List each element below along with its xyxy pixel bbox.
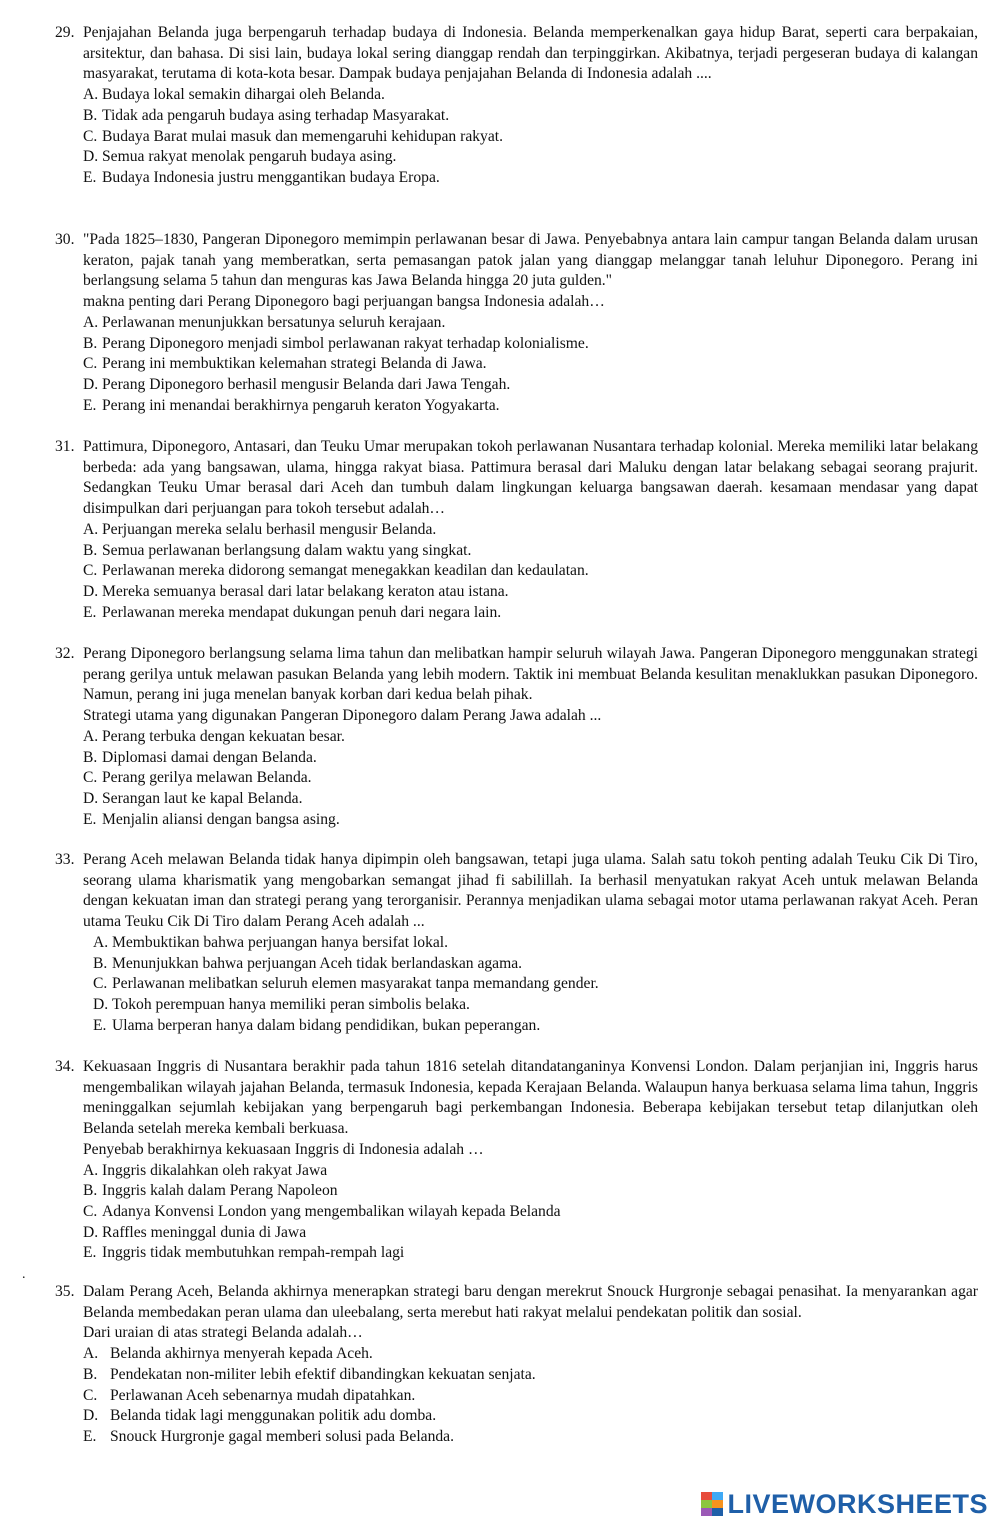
option-c[interactable]: C. Perang ini membuktikan kelemahan strategi Belanda di Jawa. (83, 355, 487, 373)
option-b[interactable]: B. Diplomasi damai dengan Belanda. (83, 748, 317, 766)
question-stem (83, 1282, 978, 1323)
option-e[interactable]: E. Perlawanan mereka mendapat dukungan penuh dari negara lain. (83, 603, 502, 621)
option-d[interactable]: D. Semua rakyat menolak pengaruh budaya asing. (83, 148, 397, 166)
option-e[interactable]: E. Inggris tidak membutuhkan rempah-rempah lagi (83, 1244, 405, 1262)
stem-paragraph: Perang Diponegoro berlangsung selama lima tahun dan melibatkan hampir seluruh wilayah Jawa. Pangeran Diponegoro menggunakan strategi perang gerilya untuk melawan pasukan Belanda yang lebih modern. Taktik ini membuat Belanda kesulitan menaklukkan pasukan Diponegoro. Namun, perang ini juga menelan banyak korban dari kedua belah pihak. (83, 645, 978, 704)
stray-mark: . (22, 1267, 26, 1282)
stem-paragraph: Pattimura, Diponegoro, Antasari, dan Teuku Umar merupakan tokoh perlawanan Nusantara terhadap kolonial. Mereka memiliki latar belakang berbeda: ada yang bangsawan, ulama, hingga rakyat biasa. Pattimura berasal dari Maluku dengan latar belakang sebagai seorang prajurit. Sedangkan Teuku Umar berasal dari Aceh dan tumbuh dalam lingkungan keluarga bangsawan daerah. kesamaan mendasar yang dapat disimpulkan dari perjuangan para tokoh tersebut adalah… (83, 438, 978, 518)
option-a[interactable]: A. Membuktikan bahwa perjuangan hanya bersifat lokal. (93, 933, 449, 951)
option-b[interactable]: B. Pendekatan non-militer lebih efektif dibandingkan kekuatan senjata. (83, 1365, 536, 1383)
question-stem (83, 23, 978, 85)
option-e[interactable]: E. Menjalin aliansi dengan bangsa asing. (83, 810, 340, 828)
option-b[interactable]: B. Inggris kalah dalam Perang Napoleon (83, 1182, 338, 1200)
question-33 (55, 850, 978, 1036)
option-d[interactable]: D. Raffles meninggal dunia di Jawa (83, 1223, 307, 1241)
question-prompt: Dari uraian di atas strategi Belanda adalah… (83, 1324, 363, 1342)
option-a[interactable]: A. Perlawanan menunjukkan bersatunya seluruh kerajaan. (83, 313, 446, 331)
options-list (83, 727, 978, 831)
option-e[interactable]: E. Ulama berperan hanya dalam bidang pendidikan, bukan peperangan. (93, 1016, 541, 1034)
question-35 (55, 1282, 978, 1448)
question-32 (55, 644, 978, 830)
option-c[interactable]: C. Perlawanan Aceh sebenarnya mudah dipatahkan. (83, 1386, 416, 1404)
option-b[interactable]: B. Semua perlawanan berlangsung dalam waktu yang singkat. (83, 541, 472, 559)
logo-tile (701, 1500, 712, 1508)
option-c[interactable]: C. Perlawanan mereka didorong semangat menegakkan keadilan dan kedaulatan. (83, 562, 589, 580)
stem-paragraph: "Pada 1825–1830, Pangeran Diponegoro memimpin perlawanan besar di Jawa. Penyebabnya antara lain campur tangan Belanda dalam urusan keraton, pajak tanah yang memberatkan, serta pemasangan patok jalan yang dianggap melanggar tanah leluhur Diponegoro. Perang ini berlangsung selama 5 tahun dan menguras kas Jawa Belanda hingga 20 juta gulden." (83, 231, 978, 290)
question-stem (83, 644, 978, 706)
question-stem (83, 230, 978, 292)
liveworksheets-logo (701, 1486, 988, 1522)
question-prompt: Strategi utama yang digunakan Pangeran Diponegoro dalam Perang Jawa adalah ... (83, 707, 602, 725)
question-stem (83, 437, 978, 520)
question-stem (83, 850, 978, 933)
options-list (83, 520, 978, 624)
question-prompt: Penyebab berakhirnya kekuasaan Inggris di Indonesia adalah … (83, 1140, 484, 1158)
stem-paragraph: Dalam Perang Aceh, Belanda akhirnya menerapkan strategi baru dengan merekrut Snouck Hurgronje sebagai penasihat. Ia menyarankan agar Belanda membedakan peran ulama dan uleebalang, serta merebut hati rakyat melalui pendekatan politik dan sosial. (83, 1283, 978, 1321)
stem-paragraph: Kekuasaan Inggris di Nusantara berakhir pada tahun 1816 setelah ditandatanganinya Konvensi London. Dalam perjanjian ini, Inggris harus mengembalikan wilayah jajahan Belanda, termasuk Indonesia, kepada Kerajaan Belanda. Walaupun hanya berkuasa selama lima tahun, Inggris meninggalkan sejumlah kebijakan yang berpengaruh bagi perkembangan Indonesia. Beberapa kebijakan tersebut tetap dilanjutkan oleh Belanda setelah mereka kembali berkuasa. (83, 1058, 978, 1138)
stem-paragraph: Penjajahan Belanda juga berpengaruh terhadap budaya di Indonesia. Belanda memperkenalkan gaya hidup Barat, seperti cara berpakaian, arsitektur, dan bahasa. Di sisi lain, budaya lokal sering dianggap rendah dan terpinggirkan. Akibatnya, terjadi pergeseran budaya di kalangan masyarakat, terutama di kota-kota besar. Dampak budaya penjajahan Belanda di Indonesia adalah .... (83, 24, 978, 83)
stem-paragraph: Perang Aceh melawan Belanda tidak hanya dipimpin oleh bangsawan, tetapi juga ulama. Salah satu tokoh penting adalah Teuku Cik Di Tiro, seorang ulama kharismatik yang mengobarkan semangat jihad fi sabilillah. Ia berhasil menyatukan rakyat Aceh untuk melawan Belanda dengan kekuatan iman dan strategi perang yang terorganisir. Perannya menjadikan ulama sebagai motor utama perlawanan rakyat Aceh. Peran utama Teuku Cik Di Tiro dalam Perang Aceh adalah ... (83, 851, 978, 931)
question-30 (55, 230, 978, 416)
option-a[interactable]: A. Inggris dikalahkan oleh rakyat Jawa (83, 1161, 328, 1179)
option-a[interactable]: A. Belanda akhirnya menyerah kepada Aceh. (83, 1345, 373, 1363)
option-c[interactable]: C. Perang gerilya melawan Belanda. (83, 769, 312, 787)
option-d[interactable]: D. Serangan laut ke kapal Belanda. (83, 789, 303, 807)
options-list (93, 933, 978, 1037)
question-34 (55, 1057, 978, 1264)
option-b[interactable]: B. Menunjukkan bahwa perjuangan Aceh tidak berlandaskan agama. (93, 954, 523, 972)
option-e[interactable]: E. Perang ini menandai berakhirnya pengaruh keraton Yogyakarta. (83, 396, 500, 414)
option-d[interactable]: D. Mereka semuanya berasal dari latar belakang keraton atau istana. (83, 582, 509, 600)
logo-tile (712, 1492, 723, 1500)
option-d[interactable]: D. Perang Diponegoro berhasil mengusir Belanda dari Jawa Tengah. (83, 375, 511, 393)
question-29 (55, 23, 978, 189)
option-c[interactable]: C. Budaya Barat mulai masuk dan memengaruhi kehidupan rakyat. (83, 127, 503, 145)
logo-tile (712, 1500, 723, 1508)
question-number: 32. (55, 645, 75, 662)
options-list (83, 313, 978, 417)
liveworksheets-mark-icon (701, 1492, 723, 1516)
option-e[interactable]: E. Snouck Hurgronje gagal memberi solusi pada Belanda. (83, 1427, 454, 1445)
option-d[interactable]: D. Belanda tidak lagi menggunakan politik adu domba. (83, 1407, 437, 1425)
option-a[interactable]: A. Budaya lokal semakin dihargai oleh Belanda. (83, 86, 385, 104)
option-d[interactable]: D. Tokoh perempuan hanya memiliki peran simbolis belaka. (93, 995, 470, 1013)
question-31 (55, 437, 978, 623)
option-a[interactable]: A. Perjuangan mereka selalu berhasil mengusir Belanda. (83, 520, 437, 538)
option-b[interactable]: B. Tidak ada pengaruh budaya asing terhadap Masyarakat. (83, 106, 450, 124)
option-c[interactable]: C. Adanya Konvensi London yang mengembalikan wilayah kepada Belanda (83, 1202, 561, 1220)
question-number: 29. (55, 24, 75, 41)
question-prompt: makna penting dari Perang Diponegoro bagi perjuangan bangsa Indonesia adalah… (83, 293, 605, 311)
question-stem (83, 1057, 978, 1140)
options-list (83, 1344, 978, 1448)
option-e[interactable]: E. Budaya Indonesia justru menggantikan budaya Eropa. (83, 168, 440, 186)
option-c[interactable]: C. Perlawanan melibatkan seluruh elemen masyarakat tanpa memandang gender. (93, 975, 599, 993)
logo-tile (701, 1492, 712, 1500)
option-b[interactable]: B. Perang Diponegoro menjadi simbol perlawanan rakyat terhadap kolonialisme. (83, 334, 589, 352)
logo-tile (712, 1508, 723, 1516)
options-list (83, 1161, 978, 1265)
question-number: 35. (55, 1283, 75, 1300)
question-number: 31. (55, 438, 75, 455)
question-number: 34. (55, 1058, 75, 1075)
question-number: 33. (55, 851, 75, 868)
question-number: 30. (55, 231, 75, 248)
options-list (83, 85, 978, 189)
option-a[interactable]: A. Perang terbuka dengan kekuatan besar. (83, 727, 345, 745)
logo-tile (701, 1508, 712, 1516)
logo-wordmark: LIVEWORKSHEETS (727, 1488, 988, 1519)
